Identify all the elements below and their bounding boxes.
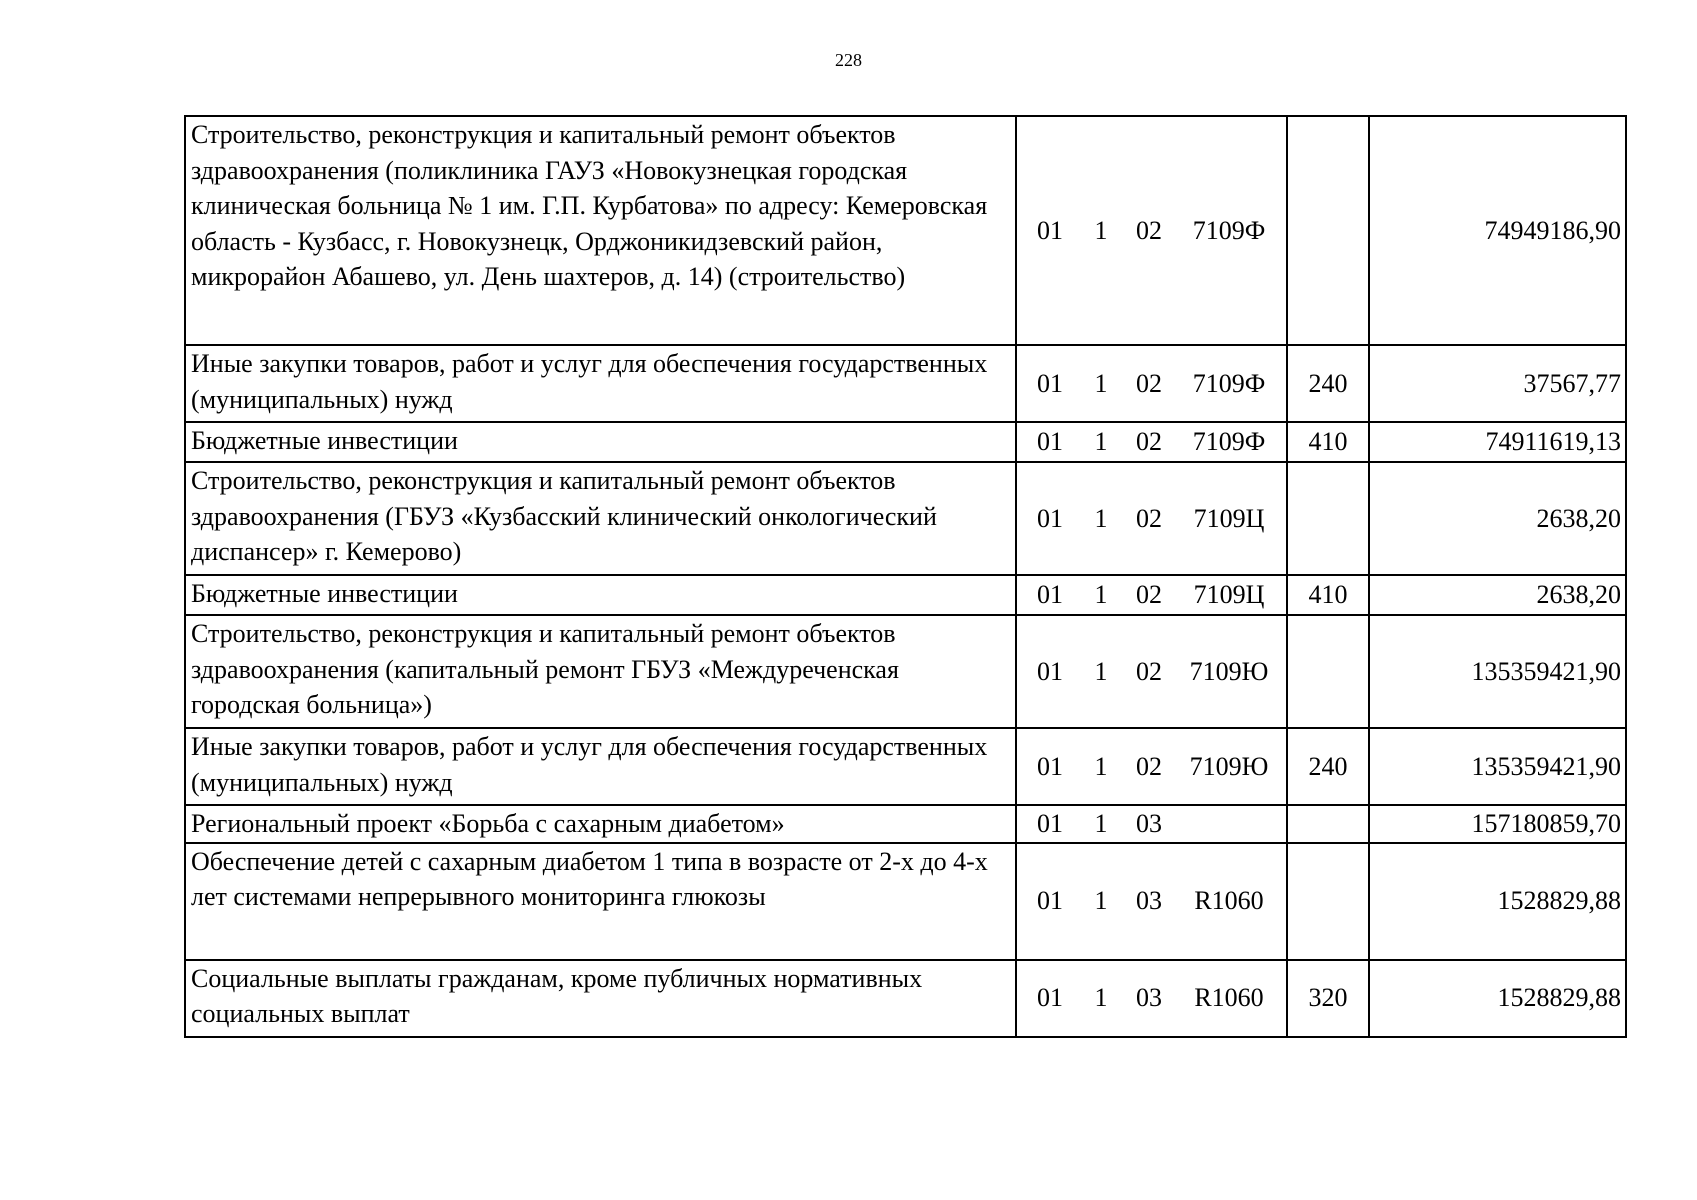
program-code: 01 <box>1037 368 1063 398</box>
program-code: 01 <box>1037 503 1063 533</box>
subprogram-code: 1 <box>1094 427 1108 457</box>
subprogram-code: 1 <box>1094 809 1108 838</box>
event-code: 02 <box>1136 580 1162 610</box>
page-number: 228 <box>835 50 862 70</box>
table-row <box>185 728 1626 805</box>
row-codes <box>1016 843 1287 960</box>
direction-code: 7109Ф <box>1192 368 1266 398</box>
direction-code: 7109Ю <box>1189 656 1269 686</box>
event-code: 03 <box>1136 809 1162 838</box>
row-codes <box>1016 345 1287 422</box>
subprogram-code: 1 <box>1094 215 1108 245</box>
expense-type-code: 240 <box>1287 345 1369 422</box>
row-codes <box>1016 116 1287 345</box>
program-code: 01 <box>1037 886 1063 916</box>
amount: 2638,20 <box>1369 575 1626 615</box>
subprogram-code: 1 <box>1094 368 1108 398</box>
table-row <box>185 843 1626 960</box>
row-codes <box>1016 805 1287 843</box>
program-code: 01 <box>1037 656 1063 686</box>
row-description: Строительство, реконструкция и капитальный ремонт объектов здравоохранения (капитальный ремонт ГБУЗ «Междуреченская городская больница») <box>185 615 1016 728</box>
direction-code: R1060 <box>1194 886 1264 916</box>
event-code: 02 <box>1136 656 1162 686</box>
row-description: Строительство, реконструкция и капитальный ремонт объектов здравоохранения (поликлиника ГАУЗ «Новокузнецкая городская клиническая больница № 1 им. Г.П. Курбатова» по адресу: Кемеровская область - Кузбасс, г. Новокузнецк, Орджоникидзевский район, микрорайон Абашево, ул. День шахтеров, д. 14) (строительство) <box>185 116 1016 345</box>
expense-type-code <box>1287 462 1369 575</box>
amount: 135359421,90 <box>1369 615 1626 728</box>
direction-code: 7109Ф <box>1192 215 1266 245</box>
subprogram-code: 1 <box>1094 503 1108 533</box>
subprogram-code: 1 <box>1094 886 1108 916</box>
direction-code: 7109Ц <box>1193 503 1265 533</box>
expense-type-code: 320 <box>1287 960 1369 1037</box>
table-row <box>185 805 1626 843</box>
expense-type-code <box>1287 805 1369 843</box>
table-row <box>185 960 1626 1037</box>
subprogram-code: 1 <box>1094 983 1108 1013</box>
row-description: Бюджетные инвестиции <box>185 422 1016 462</box>
expense-type-code <box>1287 843 1369 960</box>
expense-type-code <box>1287 116 1369 345</box>
amount: 1528829,88 <box>1369 960 1626 1037</box>
expense-type-code: 240 <box>1287 728 1369 805</box>
row-codes <box>1016 615 1287 728</box>
table-row <box>185 575 1626 615</box>
expense-type-code: 410 <box>1287 575 1369 615</box>
event-code: 03 <box>1136 983 1162 1013</box>
subprogram-code: 1 <box>1094 656 1108 686</box>
table-row <box>185 462 1626 575</box>
amount: 74949186,90 <box>1369 116 1626 345</box>
event-code: 02 <box>1136 503 1162 533</box>
table-row <box>185 345 1626 422</box>
subprogram-code: 1 <box>1094 580 1108 610</box>
program-code: 01 <box>1037 751 1063 781</box>
expense-type-code <box>1287 615 1369 728</box>
program-code: 01 <box>1037 215 1063 245</box>
row-description: Иные закупки товаров, работ и услуг для обеспечения государственных (муниципальных) нужд <box>185 728 1016 805</box>
event-code: 02 <box>1136 215 1162 245</box>
table-row <box>185 615 1626 728</box>
row-description: Региональный проект «Борьба с сахарным диабетом» <box>185 805 1016 843</box>
amount: 37567,77 <box>1369 345 1626 422</box>
direction-code: R1060 <box>1194 983 1264 1013</box>
event-code: 02 <box>1136 368 1162 398</box>
row-description: Социальные выплаты гражданам, кроме публичных нормативных социальных выплат <box>185 960 1016 1037</box>
amount: 74911619,13 <box>1369 422 1626 462</box>
row-description: Иные закупки товаров, работ и услуг для обеспечения государственных (муниципальных) нужд <box>185 345 1016 422</box>
amount: 2638,20 <box>1369 462 1626 575</box>
row-description: Строительство, реконструкция и капитальный ремонт объектов здравоохранения (ГБУЗ «Кузбасский клинический онкологический диспансер» г. Кемерово) <box>185 462 1016 575</box>
table-row <box>185 116 1626 345</box>
row-codes <box>1016 575 1287 615</box>
row-codes <box>1016 422 1287 462</box>
row-codes <box>1016 462 1287 575</box>
row-codes <box>1016 960 1287 1037</box>
direction-code: 7109Ц <box>1193 580 1265 610</box>
direction-code: 7109Ю <box>1189 751 1269 781</box>
program-code: 01 <box>1037 809 1063 838</box>
event-code: 03 <box>1136 886 1162 916</box>
budget-table <box>184 115 1627 1038</box>
amount: 135359421,90 <box>1369 728 1626 805</box>
row-codes <box>1016 728 1287 805</box>
program-code: 01 <box>1037 427 1063 457</box>
program-code: 01 <box>1037 983 1063 1013</box>
program-code: 01 <box>1037 580 1063 610</box>
direction-code: 7109Ф <box>1192 427 1266 457</box>
expense-type-code: 410 <box>1287 422 1369 462</box>
amount: 157180859,70 <box>1369 805 1626 843</box>
event-code: 02 <box>1136 751 1162 781</box>
event-code: 02 <box>1136 427 1162 457</box>
subprogram-code: 1 <box>1094 751 1108 781</box>
row-description: Бюджетные инвестиции <box>185 575 1016 615</box>
table-row <box>185 422 1626 462</box>
amount: 1528829,88 <box>1369 843 1626 960</box>
row-description: Обеспечение детей с сахарным диабетом 1 типа в возрасте от 2-х до 4-х лет системами непрерывного мониторинга глюкозы <box>185 843 1016 960</box>
